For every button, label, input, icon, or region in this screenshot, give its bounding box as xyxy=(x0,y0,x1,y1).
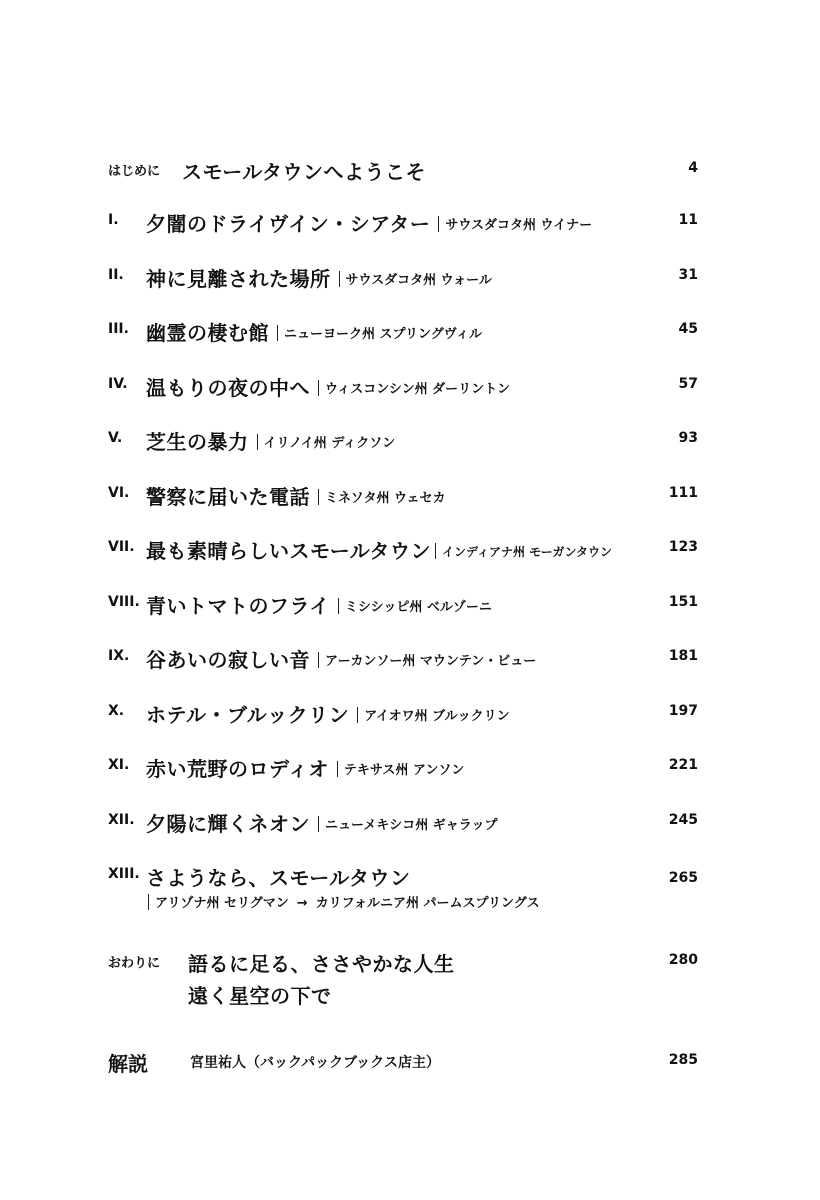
chapter-title: 芝生の暴力 イリノイ州 ディクソン xyxy=(146,430,396,454)
chapter-number: XIII. xyxy=(108,866,140,882)
chapter-page: 45 xyxy=(678,321,698,337)
chapter-title: ホテル・ブルックリン アイオワ州 ブルックリン xyxy=(146,703,510,727)
chapter-page: 265 xyxy=(668,870,698,886)
chapter-page: 221 xyxy=(668,757,698,773)
commentary-author: 宮里祐人（バックパックブックス店主） xyxy=(190,1055,441,1071)
intro-page: 4 xyxy=(688,160,698,176)
chapter-page: 245 xyxy=(668,812,698,828)
chapter-number: VIII. xyxy=(108,594,140,610)
chapter-page: 181 xyxy=(668,648,698,664)
chapter-number: XI. xyxy=(108,757,130,773)
chapter-location: アーカンソー州 マウンテン・ビュー xyxy=(318,654,536,669)
chapter-title: 幽霊の棲む館 ニューヨーク州 スプリングヴィル xyxy=(146,321,482,345)
chapter-number: X. xyxy=(108,703,125,719)
chapter-page: 11 xyxy=(678,212,698,228)
chapter-location: ミシシッピ州 ベルゾーニ xyxy=(338,600,492,615)
chapter-number: III. xyxy=(108,321,129,337)
chapter-location: イリノイ州 ディクソン xyxy=(257,436,396,451)
chapter-title: 警察に届いた電話 ミネソタ州 ウェセカ xyxy=(146,485,446,509)
chapter-page: 31 xyxy=(678,267,698,283)
chapter-number: I. xyxy=(108,212,119,228)
chapter-number: IV. xyxy=(108,376,128,392)
commentary-label: 解説 xyxy=(108,1052,148,1076)
chapter-location: ウィスコンシン州 ダーリントン xyxy=(318,382,510,397)
chapter-number: VI. xyxy=(108,485,130,501)
chapter-location: ミネソタ州 ウェセカ xyxy=(318,491,446,506)
chapter-page: 57 xyxy=(678,376,698,392)
chapter-title: 谷あいの寂しい音 アーカンソー州 マウンテン・ビュー xyxy=(146,648,537,672)
chapter-route: アリゾナ州 セリグマン → カリフォルニア州 パームスプリングス xyxy=(148,892,540,911)
chapter-location: アイオワ州 ブルックリン xyxy=(357,709,509,724)
chapter-number: XII. xyxy=(108,812,135,828)
chapter-page: 93 xyxy=(678,430,698,446)
commentary-page: 285 xyxy=(668,1052,698,1068)
outro-label: おわりに xyxy=(108,956,161,971)
chapter-location: サウスダコタ州 ウォール xyxy=(339,273,492,288)
arrow-right-icon: → xyxy=(296,896,308,911)
chapter-title: さようなら、スモールタウン xyxy=(146,866,411,890)
chapter-number: VII. xyxy=(108,539,135,555)
chapter-title: 最も素晴らしいスモールタウン インディアナ州 モーガンタウン xyxy=(146,539,613,563)
chapter-page: 123 xyxy=(668,539,698,555)
outro-title-line1: 語るに足る、ささやかな人生 xyxy=(188,952,455,976)
chapter-page: 111 xyxy=(668,485,698,501)
intro-title: スモールタウンへようこそ xyxy=(182,160,426,184)
chapter-page: 151 xyxy=(668,594,698,610)
chapter-title: 温もりの夜の中へ ウィスコンシン州 ダーリントン xyxy=(146,376,511,400)
chapter-title: 青いトマトのフライ ミシシッピ州 ベルゾーニ xyxy=(146,594,492,618)
chapter-title: 夕陽に輝くネオン ニューメキシコ州 ギャラップ xyxy=(146,812,498,836)
chapter-location: テキサス州 アンソン xyxy=(337,763,465,778)
outro-page: 280 xyxy=(668,952,698,968)
chapter-page: 197 xyxy=(668,703,698,719)
chapter-location: インディアナ州 モーガンタウン xyxy=(435,545,612,559)
chapter-location: サウスダコタ州 ウイナー xyxy=(438,218,592,233)
chapter-title: 神に見離された場所 サウスダコタ州 ウォール xyxy=(146,267,492,291)
chapter-title: 赤い荒野のロディオ テキサス州 アンソン xyxy=(146,757,465,781)
chapter-location: ニューヨーク州 スプリングヴィル xyxy=(277,327,482,342)
chapter-number: IX. xyxy=(108,648,130,664)
chapter-location: ニューメキシコ州 ギャラップ xyxy=(318,818,498,833)
outro-title-line2: 遠く星空の下で xyxy=(188,984,332,1008)
intro-label: はじめに xyxy=(108,164,161,179)
chapter-title: 夕闇のドライヴイン・シアター サウスダコタ州 ウイナー xyxy=(146,212,593,236)
chapter-number: V. xyxy=(108,430,123,446)
chapter-number: II. xyxy=(108,267,124,283)
